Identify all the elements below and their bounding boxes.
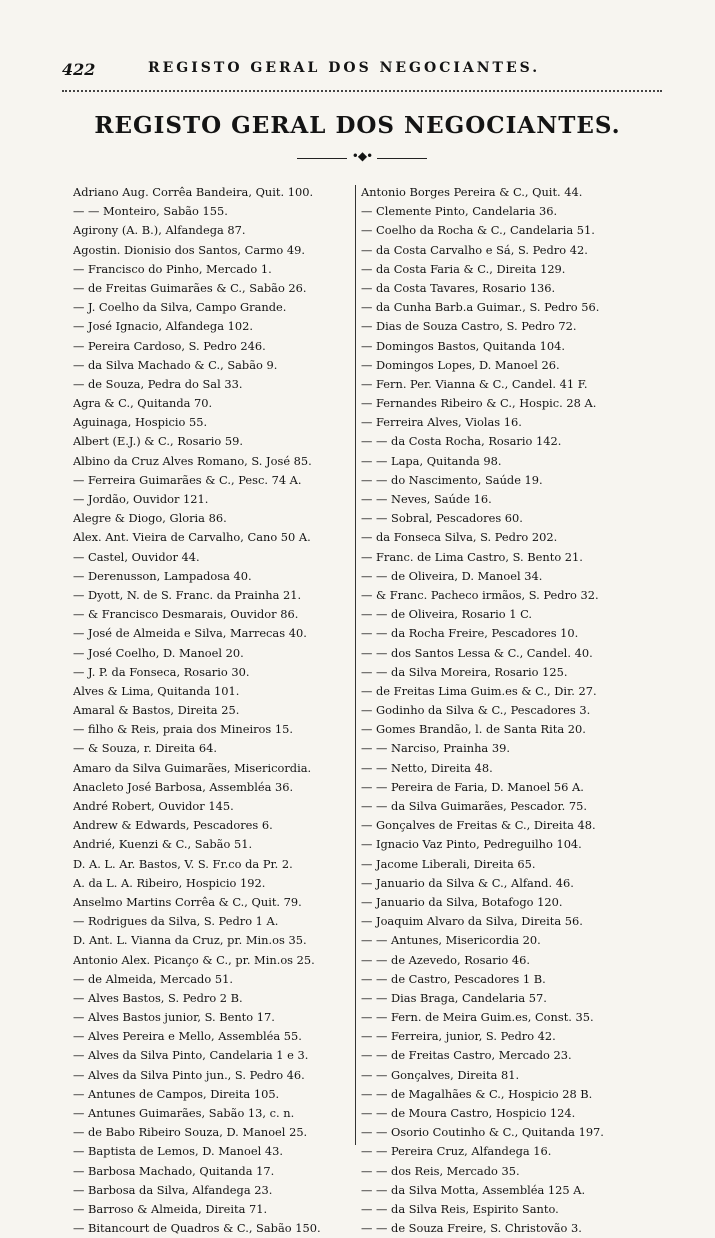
directory-entry: — Coelho da Rocha & C., Candelaria 51. — [361, 223, 595, 238]
directory-entry: — de Freitas Guimarães & C., Sabão 26. — [73, 280, 307, 295]
directory-entry: — de Babo Ribeiro Souza, D. Manoel 25. — [73, 1125, 308, 1140]
directory-entry: — José Coelho, D. Manoel 20. — [73, 645, 244, 660]
directory-entry: — Barbosa Machado, Quitanda 17. — [73, 1163, 275, 1178]
directory-entry: — — de Souza Freire, S. Christovão 3. — [361, 1221, 582, 1236]
directory-entry: — — Pereira de Faria, D. Manoel 56 A. — [361, 779, 584, 794]
directory-entry: — Dyott, N. de S. Franc. da Prainha 21. — [73, 587, 302, 602]
page-title: REGISTO GERAL DOS NEGOCIANTES. — [94, 112, 621, 139]
directory-entry: Adriano Aug. Corrêa Bandeira, Quit. 100. — [73, 185, 314, 199]
running-title: REGISTO GERAL DOS NEGOCIANTES. — [148, 60, 541, 76]
directory-entry: — filho & Reis, praia dos Mineiros 15. — [73, 722, 293, 737]
directory-entry: — — de Oliveira, Rosario 1 C. — [361, 607, 533, 622]
directory-entry: — Domingos Lopes, D. Manoel 26. — [361, 357, 560, 372]
directory-entry: — Franc. de Lima Castro, S. Bento 21. — [361, 549, 583, 564]
directory-entry: — — do Nascimento, Saúde 19. — [361, 472, 543, 487]
directory-entry: — — de Freitas Castro, Mercado 23. — [361, 1048, 572, 1063]
directory-entry: Agra & C., Quitanda 70. — [73, 396, 213, 411]
directory-entry: — & Souza, r. Direita 64. — [73, 741, 217, 756]
directory-entry: — — Monteiro, Sabão 155. — [73, 204, 228, 219]
directory-entry: Albino da Cruz Alves Romano, S. José 85. — [73, 453, 312, 468]
directory-entry: — — de Oliveira, D. Manoel 34. — [361, 568, 543, 583]
directory-entry: — & Francisco Desmarais, Ouvidor 86. — [73, 607, 299, 622]
directory-entry: — da Cunha Barb.a Guimar., S. Pedro 56. — [361, 300, 600, 315]
directory-entry: D. Ant. L. Vianna da Cruz, pr. Min.os 35. — [73, 933, 307, 948]
directory-entry: — da Silva Machado & C., Sabão 9. — [73, 357, 278, 372]
directory-entry: Andrew & Edwards, Pescadores 6. — [73, 818, 273, 833]
directory-entry: A. da L. A. Ribeiro, Hospicio 192. — [73, 875, 266, 890]
directory-entry: — da Costa Faria & C., Direita 129. — [361, 261, 566, 276]
directory-entry: D. A. L. Ar. Bastos, V. S. Fr.co da Pr. 2. — [73, 856, 293, 871]
directory-entry: — José de Almeida e Silva, Marrecas 40. — [73, 626, 307, 641]
directory-entry: — Derenusson, Lampadosa 40. — [73, 568, 252, 583]
directory-entry: — — de Magalhães & C., Hospicio 28 B. — [361, 1086, 593, 1101]
directory-entry: — Joaquim Alvaro da Silva, Direita 56. — [361, 914, 583, 929]
directory-entry: — José Ignacio, Alfandega 102. — [73, 319, 253, 334]
directory-entry: André Robert, Ouvidor 145. — [73, 799, 234, 813]
directory-entry: Anselmo Martins Corrêa & C., Quit. 79. — [73, 894, 302, 909]
directory-entry: — Dias de Souza Castro, S. Pedro 72. — [361, 319, 577, 334]
directory-entry: — Ferreira Guimarães & C., Pesc. 74 A. — [73, 472, 302, 487]
directory-entry: — Rodrigues da Silva, S. Pedro 1 A. — [73, 914, 279, 929]
directory-entry: Andrié, Kuenzi & C., Sabão 51. — [73, 837, 253, 852]
directory-entry: — Antunes de Campos, Direita 105. — [73, 1086, 280, 1101]
directory-entry: — de Souza, Pedra do Sal 33. — [73, 376, 243, 391]
directory-entry: — — dos Reis, Mercado 35. — [361, 1163, 520, 1178]
directory-entry: — Godinho da Silva & C., Pescadores 3. — [361, 703, 591, 718]
directory-entry: — Alves da Silva Pinto, Candelaria 1 e 3. — [73, 1048, 309, 1063]
ornament-line-right — [377, 158, 427, 159]
directory-entry: — — de Castro, Pescadores 1 B. — [361, 971, 546, 986]
directory-entry: — Barroso & Almeida, Direita 71. — [73, 1201, 268, 1216]
directory-entry: — Fernandes Ribeiro & C., Hospic. 28 A. — [361, 396, 597, 411]
directory-entry: — de Freitas Lima Guim.es & C., Dir. 27. — [361, 683, 597, 698]
directory-entry: — — Narciso, Prainha 39. — [361, 741, 510, 756]
directory-entry: — Bitancourt de Quadros & C., Sabão 150. — [73, 1221, 321, 1236]
directory-entry: — Gonçalves de Freitas & C., Direita 48. — [361, 818, 596, 833]
directory-entry: — Fern. Per. Vianna & C., Candel. 41 F. — [361, 376, 588, 391]
directory-entry: Antonio Alex. Picanço & C., pr. Min.os 25. — [73, 952, 315, 967]
directory-entry: — — da Costa Rocha, Rosario 142. — [361, 434, 562, 449]
directory-entry: — da Costa Tavares, Rosario 136. — [361, 280, 556, 295]
directory-entry: — Barbosa da Silva, Alfandega 23. — [73, 1182, 273, 1197]
left-column — [73, 183, 373, 1238]
directory-entry: — — Lapa, Quitanda 98. — [361, 453, 502, 468]
directory-entry: — Jacome Liberali, Direita 65. — [361, 856, 536, 871]
dotted-rule — [62, 90, 662, 92]
directory-entry: — Antunes Guimarães, Sabão 13, c. n. — [73, 1106, 295, 1120]
directory-entry: — Januario da Silva, Botafogo 120. — [361, 894, 563, 909]
directory-entry: — Castel, Ouvidor 44. — [73, 549, 200, 564]
directory-entry: — — Netto, Direita 48. — [361, 760, 493, 775]
directory-entry: — — de Moura Castro, Hospicio 124. — [361, 1106, 576, 1120]
ornament-line-left — [297, 158, 347, 159]
directory-entry: — — Fern. de Meira Guim.es, Const. 35. — [361, 1010, 594, 1025]
directory-entry: — de Almeida, Mercado 51. — [73, 971, 233, 986]
directory-entry: Agirony (A. B.), Alfandega 87. — [73, 223, 246, 238]
directory-entry: Alegre & Diogo, Gloria 86. — [73, 511, 227, 526]
directory-entry: — Januario da Silva & C., Alfand. 46. — [361, 875, 574, 890]
directory-entry: — Domingos Bastos, Quitanda 104. — [361, 338, 566, 353]
directory-entry: Albert (E.J.) & C., Rosario 59. — [73, 434, 243, 449]
directory-entry: — — Sobral, Pescadores 60. — [361, 511, 523, 526]
directory-entry: — da Costa Carvalho e Sá, S. Pedro 42. — [361, 242, 588, 257]
directory-entry: Anacleto José Barbosa, Assembléa 36. — [73, 779, 294, 794]
directory-entry: — da Fonseca Silva, S. Pedro 202. — [361, 530, 558, 545]
directory-entry: — — dos Santos Lessa & C., Candel. 40. — [361, 645, 593, 660]
directory-entry: — — Antunes, Misericordia 20. — [361, 933, 541, 948]
directory-entry: Alex. Ant. Vieira de Carvalho, Cano 50 A. — [73, 530, 311, 545]
directory-entry: — J. Coelho da Silva, Campo Grande. — [73, 300, 287, 315]
directory-entry: — — Ferreira, junior, S. Pedro 42. — [361, 1029, 556, 1044]
directory-entry: — Baptista de Lemos, D. Manoel 43. — [73, 1144, 283, 1159]
directory-entry: — Alves Pereira e Mello, Assembléa 55. — [73, 1029, 302, 1044]
directory-entry: — Francisco do Pinho, Mercado 1. — [73, 261, 272, 276]
directory-entry: Amaral & Bastos, Direita 25. — [73, 703, 240, 718]
directory-entry: — — da Silva Reis, Espirito Santo. — [361, 1201, 559, 1216]
directory-entry: — Alves Bastos, S. Pedro 2 B. — [73, 990, 243, 1005]
directory-entry: — Ignacio Vaz Pinto, Pedreguilho 104. — [361, 837, 582, 852]
directory-entry: — — Gonçalves, Direita 81. — [361, 1067, 520, 1082]
directory-entry: — Jordão, Ouvidor 121. — [73, 492, 209, 506]
right-column — [361, 183, 661, 1238]
directory-entry: — — da Silva Motta, Assembléa 125 A. — [361, 1182, 586, 1197]
directory-entry: — J. P. da Fonseca, Rosario 30. — [73, 664, 250, 679]
directory-entry: — Ferreira Alves, Violas 16. — [361, 415, 522, 430]
directory-entry: — — Neves, Saúde 16. — [361, 492, 492, 506]
directory-entry: — — da Rocha Freire, Pescadores 10. — [361, 626, 579, 641]
directory-entry: — & Franc. Pacheco irmãos, S. Pedro 32. — [361, 587, 599, 602]
directory-entry: — Clemente Pinto, Candelaria 36. — [361, 204, 558, 219]
column-divider — [355, 185, 356, 1145]
directory-entry: — — da Silva Moreira, Rosario 125. — [361, 664, 568, 679]
directory-entry: — — Osorio Coutinho & C., Quitanda 197. — [361, 1125, 604, 1140]
running-head — [62, 60, 662, 80]
ornament-flourish-icon: •◆• — [351, 149, 373, 163]
ornament-divider — [297, 149, 427, 164]
directory-entry: Agostin. Dionisio dos Santos, Carmo 49. — [73, 242, 306, 257]
directory-entry: Amaro da Silva Guimarães, Misericordia. — [73, 760, 312, 775]
directory-entry: Alves & Lima, Quitanda 101. — [73, 683, 240, 698]
page-number: 422 — [62, 60, 96, 79]
directory-entry: — Gomes Brandão, l. de Santa Rita 20. — [361, 722, 586, 737]
directory-entry: — — de Azevedo, Rosario 46. — [361, 952, 530, 967]
directory-entry: — — Pereira Cruz, Alfandega 16. — [361, 1144, 552, 1159]
directory-entry: — — da Silva Guimarães, Pescador. 75. — [361, 799, 588, 813]
directory-entry: — Pereira Cardoso, S. Pedro 246. — [73, 338, 266, 353]
directory-entry: — — Dias Braga, Candelaria 57. — [361, 990, 547, 1005]
directory-entry: — Alves Bastos junior, S. Bento 17. — [73, 1010, 275, 1025]
directory-entry: Aguinaga, Hospicio 55. — [73, 415, 208, 430]
directory-entry: Antonio Borges Pereira & C., Quit. 44. — [361, 185, 583, 199]
directory-entry: — Alves da Silva Pinto jun., S. Pedro 46. — [73, 1067, 305, 1082]
